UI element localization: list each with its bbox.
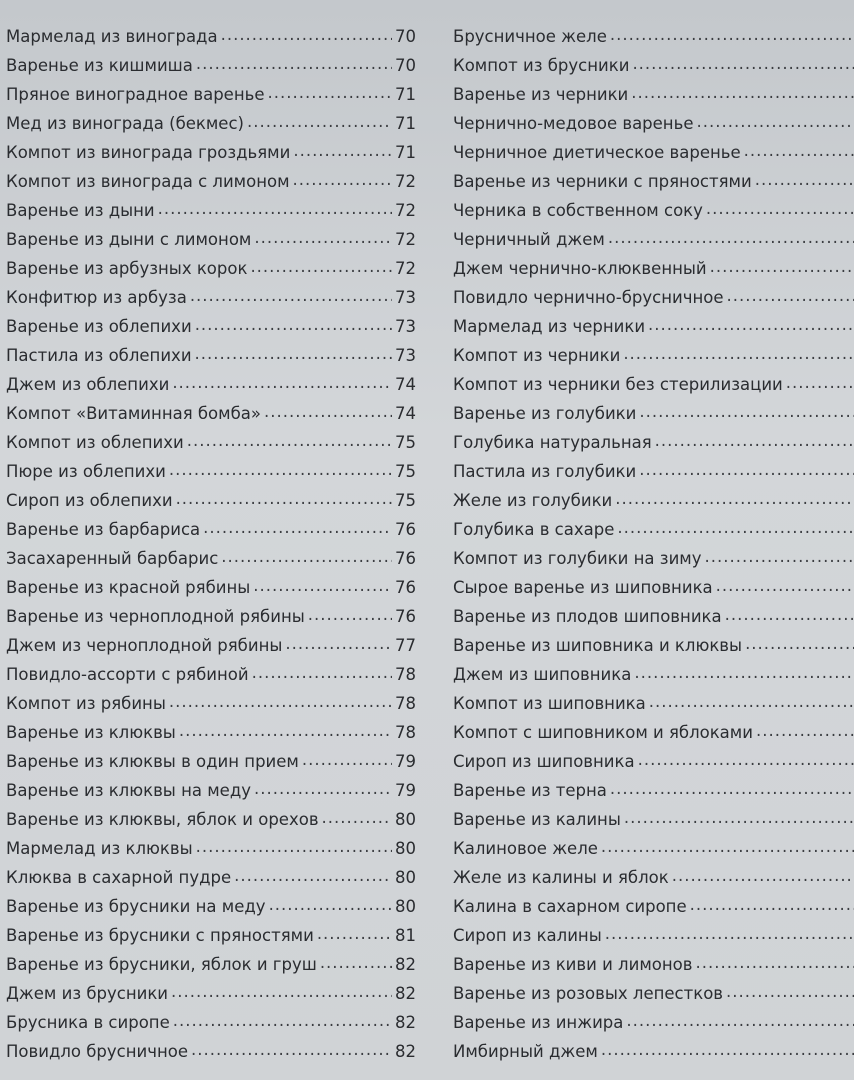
toc-entry-page-number: 73 [395, 317, 416, 336]
toc-entry [453, 544, 854, 573]
dot-leader [624, 803, 854, 832]
dot-leader [171, 977, 392, 1006]
toc-entry-title: Мармелад из клюквы [6, 839, 193, 858]
toc-entry-title: Повидло брусничное [6, 1042, 189, 1061]
dot-leader [293, 136, 392, 165]
toc-entry [6, 776, 416, 805]
dot-leader [605, 919, 854, 948]
dot-leader [639, 455, 854, 484]
toc-entry [453, 834, 854, 863]
toc-entry [453, 51, 854, 80]
toc-entry [6, 428, 416, 457]
toc-right-column [453, 22, 854, 1066]
toc-entry-title: Варенье из черники с пряностями [453, 172, 752, 191]
dot-leader [705, 542, 854, 571]
dot-leader [745, 629, 854, 658]
toc-entry [453, 428, 854, 457]
toc-entry-title: Клюква в сахарной пудре [6, 868, 232, 887]
toc-entry [6, 312, 416, 341]
toc-entry-page-number: 80 [395, 810, 416, 829]
toc-entry [6, 167, 416, 196]
toc-entry [6, 254, 416, 283]
dot-leader [285, 629, 392, 658]
toc-entry-title: Сироп из облепихи [6, 491, 173, 510]
toc-entry-title: Компот из черники без стерилизации [453, 375, 783, 394]
dot-leader [322, 803, 392, 832]
toc-entry [453, 805, 854, 834]
toc-entry-title: Компот из черники [453, 346, 621, 365]
toc-entry [6, 805, 416, 834]
dot-leader [221, 542, 392, 571]
toc-entry [453, 486, 854, 515]
toc-entry [6, 225, 416, 254]
toc-entry [6, 863, 416, 892]
toc-entry-title: Мармелад из черники [453, 317, 646, 336]
toc-entry-title: Варенье из клюквы [6, 723, 176, 742]
dot-leader [195, 339, 392, 368]
toc-entry-page-number: 75 [395, 462, 416, 481]
toc-entry [6, 51, 416, 80]
toc-entry [453, 1008, 854, 1037]
toc-entry-title: Компот из винограда с лимоном [6, 172, 290, 191]
toc-entry-title: Голубика в сахаре [453, 520, 615, 539]
toc-entry-title: Черничный джем [453, 230, 605, 249]
toc-entry-page-number: 74 [395, 375, 416, 394]
toc-entry-title: Чернично-медовое варенье [453, 114, 694, 133]
toc-entry-title: Компот «Витаминная бомба» [6, 404, 261, 423]
toc-entry-title: Варенье из черники [453, 85, 629, 104]
toc-entry-title: Джем из шиповника [453, 665, 632, 684]
toc-entry-page-number: 72 [395, 172, 416, 191]
toc-entry [6, 950, 416, 979]
toc-entry [453, 747, 854, 776]
toc-entry [453, 979, 854, 1008]
dot-leader [264, 397, 392, 426]
toc-entry [6, 631, 416, 660]
toc-entry-page-number: 78 [395, 723, 416, 742]
toc-entry-page-number: 76 [395, 549, 416, 568]
toc-entry-page-number: 70 [395, 27, 416, 46]
toc-entry [6, 660, 416, 689]
dot-leader [615, 484, 854, 513]
toc-entry-title: Компот с шиповником и яблоками [453, 723, 753, 742]
toc-entry-title: Желе из калины и яблок [453, 868, 669, 887]
toc-entry-title: Брусничное желе [453, 27, 607, 46]
toc-entry-page-number: 82 [395, 1013, 416, 1032]
toc-entry [6, 1008, 416, 1037]
toc-entry [6, 457, 416, 486]
toc-entry-page-number: 72 [395, 259, 416, 278]
toc-entry [453, 399, 854, 428]
toc-entry-title: Мармелад из винограда [6, 27, 218, 46]
toc-entry-title: Компот из облепихи [6, 433, 184, 452]
toc-entry-title: Конфитюр из арбуза [6, 288, 187, 307]
toc-entry-title: Сироп из калины [453, 926, 602, 945]
dot-leader [672, 861, 854, 890]
toc-entry [453, 1037, 854, 1066]
toc-entry-title: Пастила из голубики [453, 462, 637, 481]
toc-entry-title: Джем из облепихи [6, 375, 170, 394]
dot-leader [308, 600, 392, 629]
toc-entry-page-number: 71 [395, 143, 416, 162]
toc-entry-page-number: 72 [395, 230, 416, 249]
dot-leader [253, 571, 392, 600]
dot-leader [610, 22, 854, 49]
toc-entry-page-number: 74 [395, 404, 416, 423]
toc-entry-title: Варенье из кишмиша [6, 56, 193, 75]
dot-leader [623, 339, 854, 368]
toc-entry [453, 776, 854, 805]
dot-leader [601, 832, 854, 861]
toc-entry-title: Варенье из шиповника и клюквы [453, 636, 743, 655]
dot-leader [203, 513, 392, 542]
toc-entry-page-number: 73 [395, 288, 416, 307]
dot-leader [254, 223, 392, 252]
dot-leader [247, 107, 392, 136]
toc-entry-page-number: 75 [395, 433, 416, 452]
dot-leader [638, 745, 854, 774]
toc-entry [6, 370, 416, 399]
toc-entry-title: Варенье из красной рябины [6, 578, 251, 597]
dot-leader [187, 426, 392, 455]
toc-entry-title: Джем из черноплодной рябины [6, 636, 283, 655]
dot-leader [696, 107, 854, 136]
dot-leader [634, 658, 854, 687]
dot-leader [706, 194, 854, 223]
toc-entry-page-number: 80 [395, 839, 416, 858]
dot-leader [727, 281, 854, 310]
toc-entry-title: Сырое варенье из шиповника [453, 578, 713, 597]
dot-leader [254, 774, 392, 803]
toc-entry-title: Варенье из инжира [453, 1013, 624, 1032]
toc-entry-title: Варенье из клюквы на меду [6, 781, 251, 800]
dot-leader [639, 397, 854, 426]
toc-entry-title: Варенье из клюквы в один прием [6, 752, 299, 771]
toc-entry-page-number: 73 [395, 346, 416, 365]
dot-leader [269, 890, 392, 919]
dot-leader [317, 919, 392, 948]
toc-entry-page-number: 79 [395, 752, 416, 771]
dot-leader [176, 484, 392, 513]
dot-leader [302, 745, 392, 774]
toc-entry [453, 138, 854, 167]
toc-entry-title: Мед из винограда (бекмес) [6, 114, 244, 133]
toc-entry-title: Компот из винограда гроздьями [6, 143, 291, 162]
toc-entry-title: Желе из голубики [453, 491, 613, 510]
dot-leader [786, 368, 854, 397]
dot-leader [320, 948, 392, 977]
toc-entry-page-number: 70 [395, 56, 416, 75]
toc-entry-title: Повидло-ассорти с рябиной [6, 665, 249, 684]
dot-leader [649, 687, 854, 716]
toc-entry-page-number: 82 [395, 955, 416, 974]
toc-entry-title: Варенье из терна [453, 781, 607, 800]
toc-entry [6, 399, 416, 428]
toc-entry [453, 950, 854, 979]
dot-leader [710, 252, 854, 281]
toc-entry-title: Варенье из дыни [6, 201, 155, 220]
toc-entry-page-number: 76 [395, 520, 416, 539]
toc-entry [6, 515, 416, 544]
toc-entry [453, 167, 854, 196]
dot-leader [744, 136, 854, 165]
toc-entry [6, 1037, 416, 1066]
toc-entry-page-number: 80 [395, 868, 416, 887]
toc-entry [453, 892, 854, 921]
toc-entry-title: Варенье из брусники на меду [6, 897, 266, 916]
dot-leader [221, 20, 392, 49]
toc-entry [6, 341, 416, 370]
toc-entry-title: Варенье из калины [453, 810, 621, 829]
toc-entry-title: Джем чернично-клюквенный [453, 259, 707, 278]
dot-leader [169, 455, 392, 484]
toc-entry-title: Компот из шиповника [453, 694, 646, 713]
dot-leader [648, 310, 854, 339]
toc-entry-title: Варенье из розовых лепестков [453, 984, 724, 1003]
toc-entry [6, 283, 416, 312]
toc-entry-title: Пастила из облепихи [6, 346, 192, 365]
toc-left-column [6, 22, 416, 1066]
toc-entry-title: Черника в собственном соку [453, 201, 703, 220]
toc-entry-title: Черничное диетическое варенье [453, 143, 741, 162]
toc-entry [453, 196, 854, 225]
toc-entry [6, 747, 416, 776]
dot-leader [617, 513, 854, 542]
dot-leader [196, 832, 392, 861]
toc-entry-title: Варенье из плодов шиповника [453, 607, 722, 626]
toc-entry-title: Калиновое желе [453, 839, 598, 858]
toc-entry-title: Компот из рябины [6, 694, 166, 713]
toc-entry [6, 22, 416, 51]
toc-entry [453, 457, 854, 486]
toc-entry-page-number: 71 [395, 114, 416, 133]
dot-leader [695, 948, 854, 977]
toc-entry [453, 631, 854, 660]
dot-leader [756, 716, 854, 745]
toc-entry [6, 196, 416, 225]
toc-entry-title: Варенье из облепихи [6, 317, 192, 336]
toc-entry [453, 370, 854, 399]
toc-entry [6, 80, 416, 109]
toc-entry-title: Варенье из дыни с лимоном [6, 230, 252, 249]
dot-leader [716, 571, 854, 600]
toc-entry [453, 921, 854, 950]
dot-leader [725, 600, 854, 629]
toc-entry-title: Варенье из киви и лимонов [453, 955, 693, 974]
dot-leader [196, 49, 392, 78]
toc-entry [453, 863, 854, 892]
toc-entry [6, 689, 416, 718]
toc-entry [6, 573, 416, 602]
dot-leader [195, 310, 392, 339]
toc-entry-page-number: 72 [395, 201, 416, 220]
toc-entry-title: Пряное виноградное варенье [6, 85, 265, 104]
toc-entry [6, 979, 416, 1008]
dot-leader [610, 774, 854, 803]
toc-entry-page-number: 80 [395, 897, 416, 916]
toc-entry-title: Варенье из голубики [453, 404, 637, 423]
toc-entry [6, 486, 416, 515]
toc-entry [453, 573, 854, 602]
dot-leader [631, 78, 854, 107]
dot-leader [608, 223, 854, 252]
toc-entry-page-number: 81 [395, 926, 416, 945]
dot-leader [173, 1006, 392, 1035]
dot-leader [755, 165, 854, 194]
dot-leader [169, 687, 392, 716]
toc-entry [453, 80, 854, 109]
toc-entry-title: Имбирный джем [453, 1042, 598, 1061]
dot-leader [190, 281, 392, 310]
dot-leader [601, 1035, 854, 1064]
toc-entry [453, 689, 854, 718]
toc-entry-page-number: 76 [395, 607, 416, 626]
toc-entry [6, 921, 416, 950]
toc-entry-title: Варенье из брусники, яблок и груш [6, 955, 317, 974]
toc-entry-title: Компот из брусники [453, 56, 630, 75]
toc-entry-title: Компот из голубики на зиму [453, 549, 702, 568]
toc-entry [453, 660, 854, 689]
dot-leader [632, 49, 854, 78]
toc-entry-title: Засахаренный барбарис [6, 549, 219, 568]
toc-entry-title: Варенье из брусники с пряностями [6, 926, 314, 945]
toc-entry-title: Пюре из облепихи [6, 462, 166, 481]
toc-entry-title: Варенье из арбузных корок [6, 259, 248, 278]
toc-entry [453, 718, 854, 747]
toc-entry [6, 602, 416, 631]
toc-entry [453, 341, 854, 370]
dot-leader [726, 977, 854, 1006]
dot-leader [250, 252, 392, 281]
toc-entry [6, 892, 416, 921]
toc-entry [6, 138, 416, 167]
dot-leader [626, 1006, 854, 1035]
toc-entry-title: Голубика натуральная [453, 433, 652, 452]
toc-entry [453, 283, 854, 312]
toc-entry-page-number: 79 [395, 781, 416, 800]
toc-entry [453, 22, 854, 51]
toc-entry [453, 312, 854, 341]
toc-entry [6, 718, 416, 747]
dot-leader [267, 78, 392, 107]
toc-entry [453, 225, 854, 254]
toc-entry-page-number: 76 [395, 578, 416, 597]
toc-entry-title: Повидло чернично-брусничное [453, 288, 724, 307]
toc-entry-page-number: 77 [395, 636, 416, 655]
toc-entry [453, 515, 854, 544]
toc-entry-title: Варенье из черноплодной рябины [6, 607, 305, 626]
toc-entry-title: Варенье из барбариса [6, 520, 201, 539]
toc-entry-page-number: 78 [395, 665, 416, 684]
toc-entry [453, 109, 854, 138]
dot-leader [191, 1035, 392, 1064]
toc-entry-page-number: 82 [395, 1042, 416, 1061]
dot-leader [690, 890, 854, 919]
dot-leader [252, 658, 392, 687]
toc-entry-page-number: 75 [395, 491, 416, 510]
toc-entry [453, 602, 854, 631]
toc-entry [6, 544, 416, 573]
dot-leader [179, 716, 392, 745]
toc-entry [6, 109, 416, 138]
toc-entry [6, 834, 416, 863]
dot-leader [234, 861, 392, 890]
toc-entry-title: Калина в сахарном сиропе [453, 897, 687, 916]
toc-entry-title: Сироп из шиповника [453, 752, 635, 771]
dot-leader [655, 426, 854, 455]
dot-leader [158, 194, 392, 223]
toc-entry [453, 254, 854, 283]
dot-leader [172, 368, 392, 397]
dot-leader [293, 165, 392, 194]
toc-entry-page-number: 82 [395, 984, 416, 1003]
toc-entry-title: Варенье из клюквы, яблок и орехов [6, 810, 319, 829]
toc-entry-page-number: 78 [395, 694, 416, 713]
toc-entry-title: Джем из брусники [6, 984, 169, 1003]
toc-entry-page-number: 71 [395, 85, 416, 104]
toc-entry-title: Брусника в сиропе [6, 1013, 170, 1032]
